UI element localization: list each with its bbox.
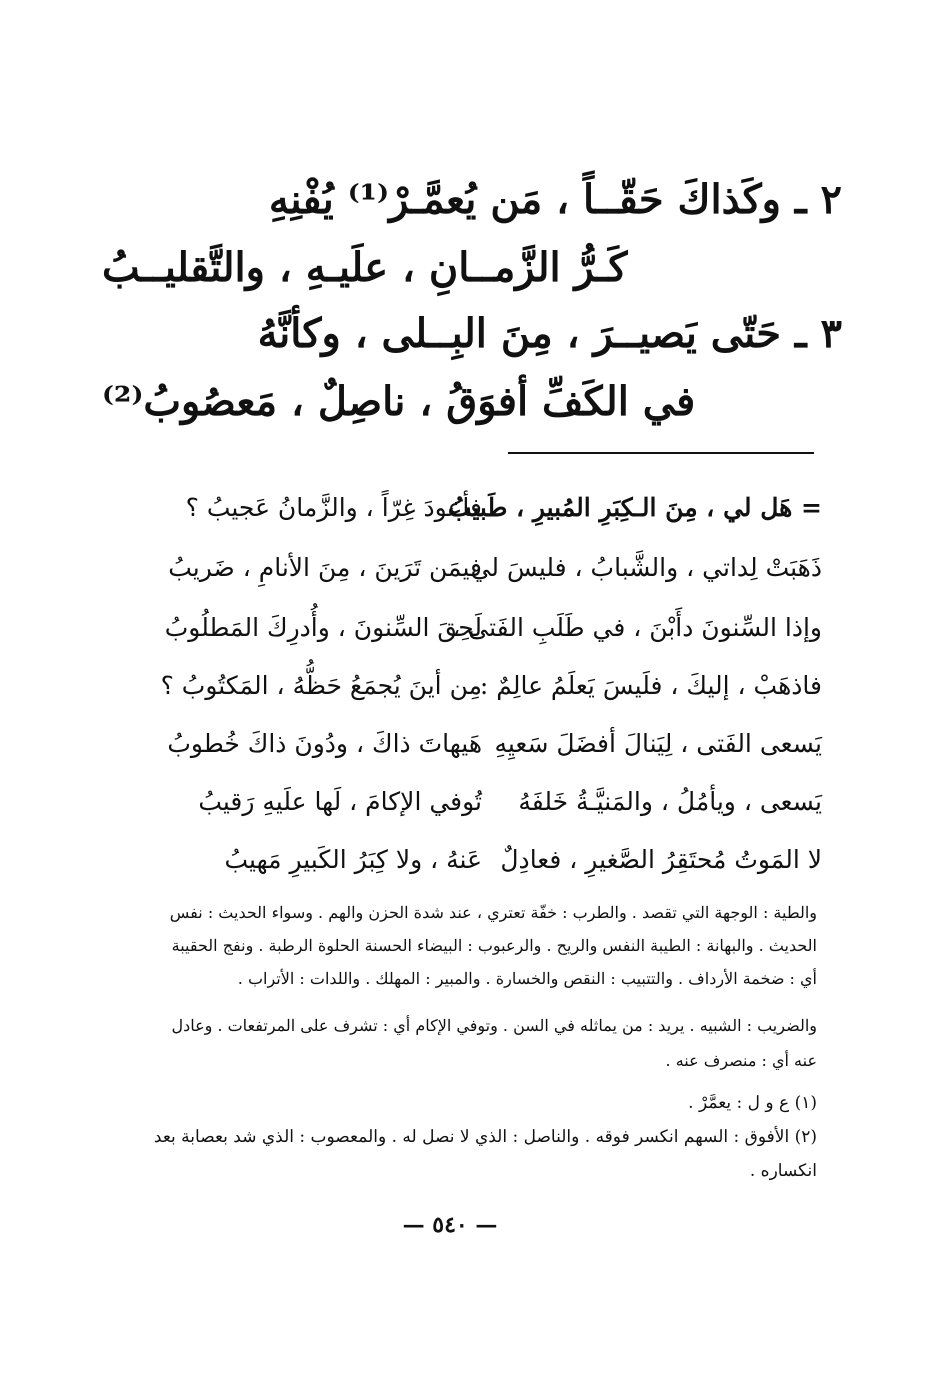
gloss-line: والطية : الوجهة التي تقصد . والطرب : خفّة تعتري ، عند شدة الحزن والهم . وسواء الحديث : نفس <box>169 903 817 922</box>
footnote-2-continued: انكساره . <box>749 1161 817 1181</box>
poem-row <box>112 542 822 594</box>
poem-second-hemistich: لَحِقَ السِّنونَ ، وأُدرِكَ المَطلُوبُ <box>164 613 482 642</box>
poem-row <box>112 660 822 712</box>
verse-line-4: في الكَفِّ أفوَقُ ، ناصِلٌ ، مَعصُوبُ⁽²⁾ <box>102 378 696 425</box>
gloss-line: والضريب : الشبيه . يريد : من يماثله في السن . وتوفي الإكام أي : تشرف على المرتفعات . وعادل <box>171 1016 817 1035</box>
footnote-divider <box>508 452 814 454</box>
poem-second-hemistich: عَنهُ ، ولا كِبَرُ الكَبيرِ مَهيبُ <box>224 845 482 874</box>
poem-first-hemistich: يَسعى ، ويأمُلُ ، والمَنيَّـةُ خَلفَهُ <box>518 787 822 816</box>
page-number: — ٥٤٠ — <box>402 1212 498 1238</box>
poem-second-hemistich: تُوفي الإكامَ ، لَها علَيهِ رَقيبُ <box>198 787 482 816</box>
verse-line-1: ٢ ـ وكَذاكَ حَقّــاً ، مَن يُعمَّـرْ⁽¹⁾ يُفْنِهِ <box>268 176 842 223</box>
gloss-line: أي : ضخمة الأرداف . والتتبيب : النقص والخسارة . والمبير : المهلك . واللدات : الأتراب . <box>237 969 817 988</box>
verse-line-2: كَـرُّ الزَّمــانِ ، علَيـهِ ، والتَّقليــبُ <box>102 244 628 291</box>
poem-first-hemistich: لا المَوتُ مُحتَقِرُ الصَّغيرِ ، فعادِلٌ <box>500 845 822 874</box>
gloss-line: عنه أي : منصرف عنه . <box>665 1051 817 1070</box>
gloss-line: الحديث . والبهانة : الطيبة النفس والريح . والرعبوب : البيضاء الحسنة الحلوة الرطبة . ونفج الحقيبة <box>171 936 817 955</box>
poem-second-hemistich: مِن أينَ يُجمَعُ حَظُّهُ ، المَكتُوبُ ؟ <box>160 671 482 700</box>
poem-second-hemistich: هَيهاتَ ذاكَ ، ودُونَ ذاكَ خُطوبُ <box>167 729 482 758</box>
poem-row <box>112 482 822 534</box>
poem-row <box>112 834 822 886</box>
poem-second-hemistich: فيمَن تَرَينَ ، مِنَ الأنامِ ، ضَريبُ <box>168 553 482 582</box>
poem-second-hemistich: فأعودَ غِرّاً ، والزَّمانُ عَجيبُ ؟ <box>185 493 482 522</box>
poem-first-hemistich: ذَهَبَتْ لِداتي ، والشَّبابُ ، فليسَ لي <box>470 553 822 582</box>
poem-first-hemistich: = هَل لي ، مِنَ الـكِبَرِ المُبيرِ ، طَبيبُ <box>447 493 822 522</box>
poem-first-hemistich: وإذا السِّنونَ دأَبْنَ ، في طَلَبِ الفَتى ، <box>452 613 822 642</box>
footnote-1: (١) ع و ل : يعمَّرْ . <box>688 1093 817 1113</box>
poem-first-hemistich: فاذهَبْ ، إليكَ ، فلَيسَ يَعلَمُ عالِمٌ : <box>479 671 822 700</box>
poem-row <box>112 776 822 828</box>
footnote-2: (٢) الأفوق : السهم انكسر فوقه . والناصل : الذي لا نصل له . والمعصوب : الذي شد بعصابة بعد <box>153 1127 817 1147</box>
verse-line-3: ٣ ـ حَتّى يَصيــرَ ، مِنَ البِــلى ، وكأنَّهُ <box>257 310 842 357</box>
poem-row <box>112 602 822 654</box>
poem-row <box>112 718 822 770</box>
poem-first-hemistich: يَسعى الفَتى ، لِيَنالَ أفضَلَ سَعيِهِ <box>494 729 822 758</box>
